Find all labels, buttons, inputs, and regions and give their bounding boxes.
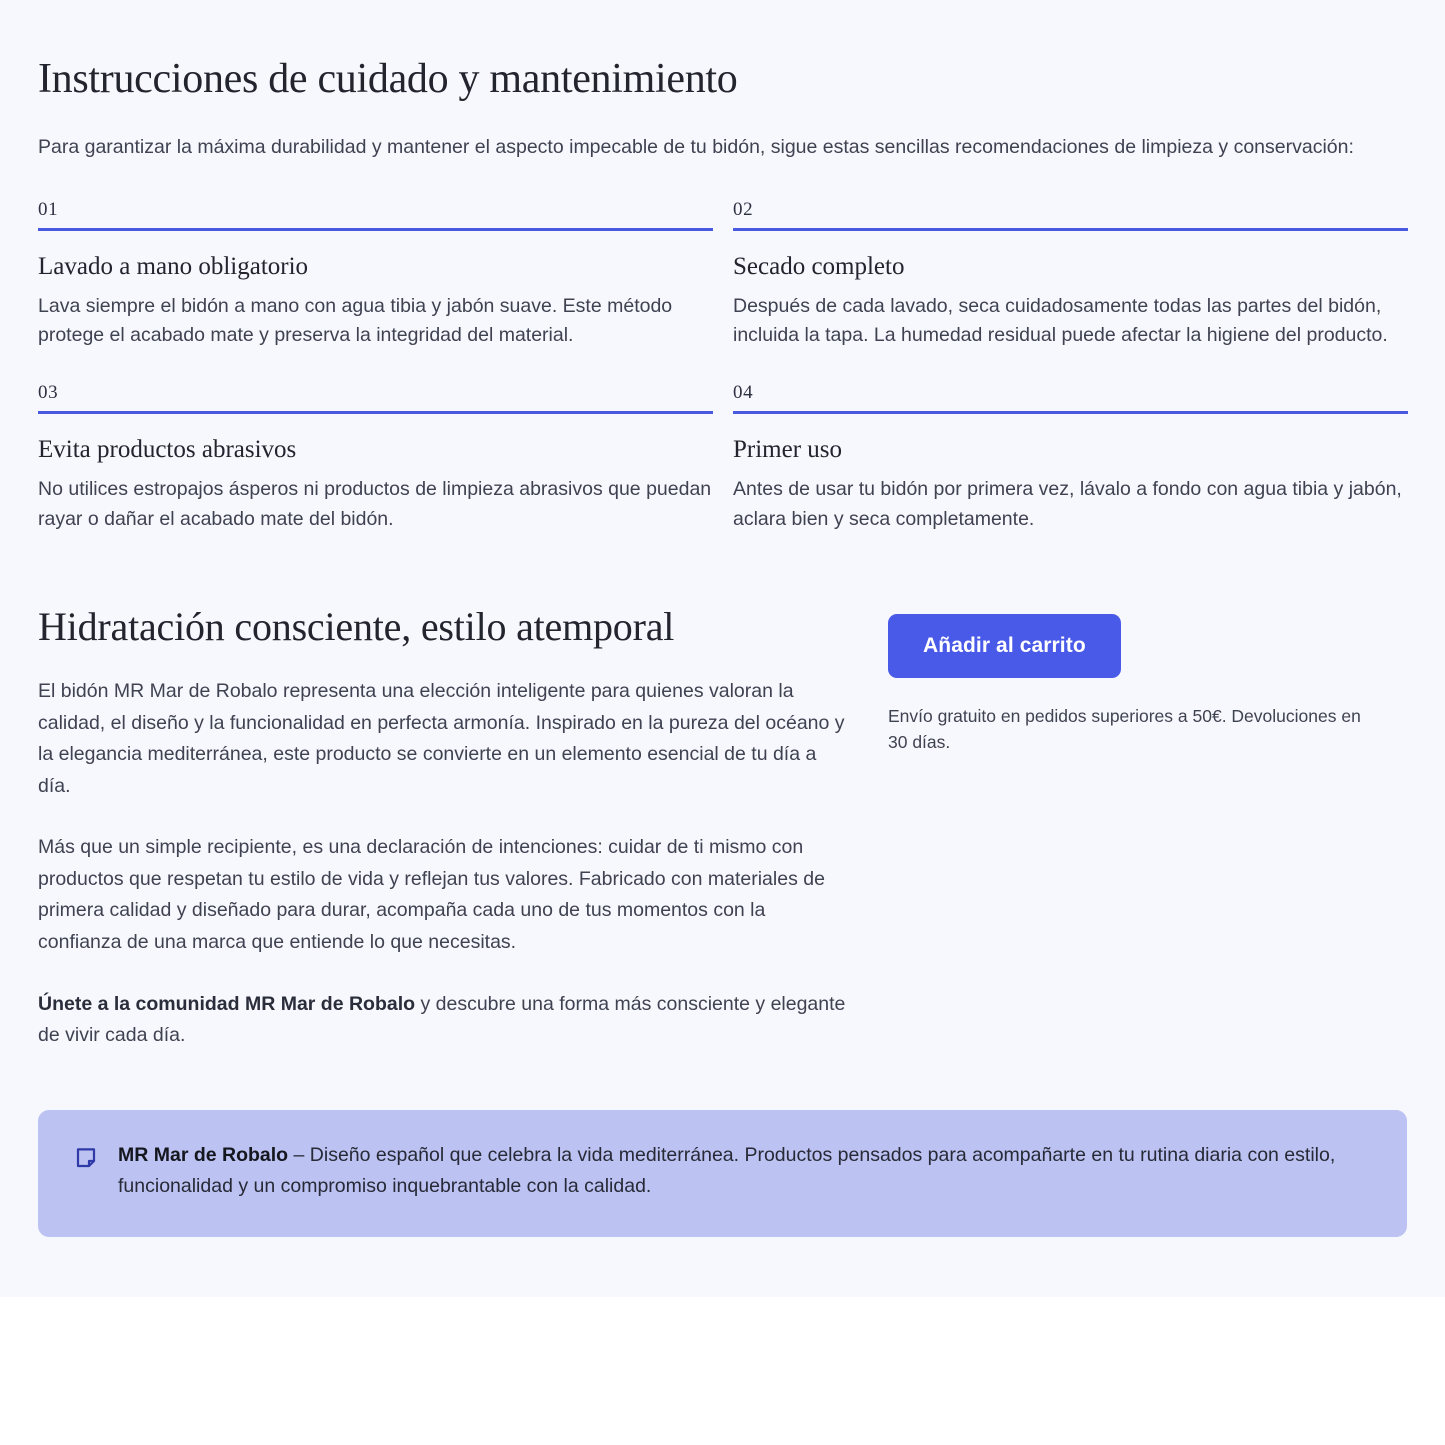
closing-heading: Hidratación consciente, estilo atemporal — [38, 603, 675, 649]
shipping-returns-note: Envío gratuito en pedidos superiores a 50€. Devoluciones en 30 días. — [888, 705, 1361, 753]
brand-description: Diseño español que celebra la vida mediterránea. Productos pensados para acompañarte en tu rutina diaria con estilo, funcionalidad y un compromiso inquebrantable con la calidad. — [118, 1143, 1336, 1198]
care-card — [38, 382, 713, 566]
brand-name: MR Mar de Robalo — [118, 1143, 289, 1166]
care-intro-text: Para garantizar la máxima durabilidad y mantener el aspecto impecable de tu bidón, sigue estas sencillas recomendaciones de limpieza y conservación: — [38, 136, 1354, 159]
brand-separator: – — [288, 1143, 310, 1166]
care-card-text: Lava siempre el bidón a mano con agua tibia y jabón suave. Este método protege el acabado mate y preserva la integridad del material. — [38, 294, 673, 347]
care-cards-grid — [38, 199, 1407, 566]
care-card-divider — [733, 411, 1408, 414]
care-card-number: 04 — [733, 382, 754, 404]
closing-copy — [38, 604, 888, 1052]
brand-banner-text — [118, 1140, 1371, 1203]
closing-paragraph-2: Más que un simple recipiente, es una declaración de intenciones: cuidar de ti mismo con productos que respetan tu estilo de vida y reflejan tus valores. Fabricado con materiales de primera calidad y diseñado para durar, acompaña cada uno de tus momentos con la confianza de una marca que entiende lo que necesitas. — [38, 836, 825, 953]
care-card-title: Lavado a mano obligatorio — [38, 252, 309, 280]
community-callout-bold: Únete a la comunidad MR Mar de Robalo — [38, 992, 416, 1015]
care-card-title: Secado completo — [733, 252, 905, 280]
page-title: Instrucciones de cuidado y mantenimiento — [38, 56, 738, 102]
care-card-text: No utilices estropajos ásperos ni productos de limpieza abrasivos que puedan rayar o dañar el acabado mate del bidón. — [38, 478, 712, 530]
care-card-divider — [38, 411, 713, 414]
care-card-title: Evita productos abrasivos — [38, 436, 297, 464]
care-card-title: Primer uso — [733, 436, 843, 464]
care-card-number: 02 — [733, 198, 754, 220]
care-card — [733, 199, 1408, 383]
purchase-column — [888, 604, 1407, 1052]
care-card-divider — [38, 228, 713, 231]
care-card-number: 03 — [38, 382, 59, 404]
closing-section — [38, 604, 1407, 1052]
closing-paragraph-3 — [38, 989, 848, 1052]
sticky-note-icon — [74, 1146, 98, 1170]
care-card-text: Después de cada lavado, seca cuidadosamente todas las partes del bidón, incluida la tapa. La humedad residual puede afectar la higiene del producto. — [733, 294, 1388, 347]
brand-banner — [38, 1110, 1407, 1237]
care-card-text: Antes de usar tu bidón por primera vez, lávalo a fondo con agua tibia y jabón, aclara bien y seca completamente. — [733, 478, 1402, 530]
care-card — [38, 199, 713, 383]
care-card-number: 01 — [38, 198, 59, 220]
care-instructions-section — [38, 0, 1407, 566]
community-callout-rest: y descubre una forma más consciente y elegante de vivir cada día. — [38, 992, 846, 1047]
care-card-divider — [733, 228, 1408, 231]
add-to-cart-button[interactable]: Añadir al carrito — [888, 614, 1121, 678]
care-card — [733, 382, 1408, 566]
closing-paragraph-1: El bidón MR Mar de Robalo representa una elección inteligente para quienes valoran la calidad, el diseño y la funcionalidad en perfecta armonía. Inspirado en la pureza del océano y la elegancia mediterránea, este producto se convierte en un elemento esencial de tu día a día. — [38, 679, 845, 797]
